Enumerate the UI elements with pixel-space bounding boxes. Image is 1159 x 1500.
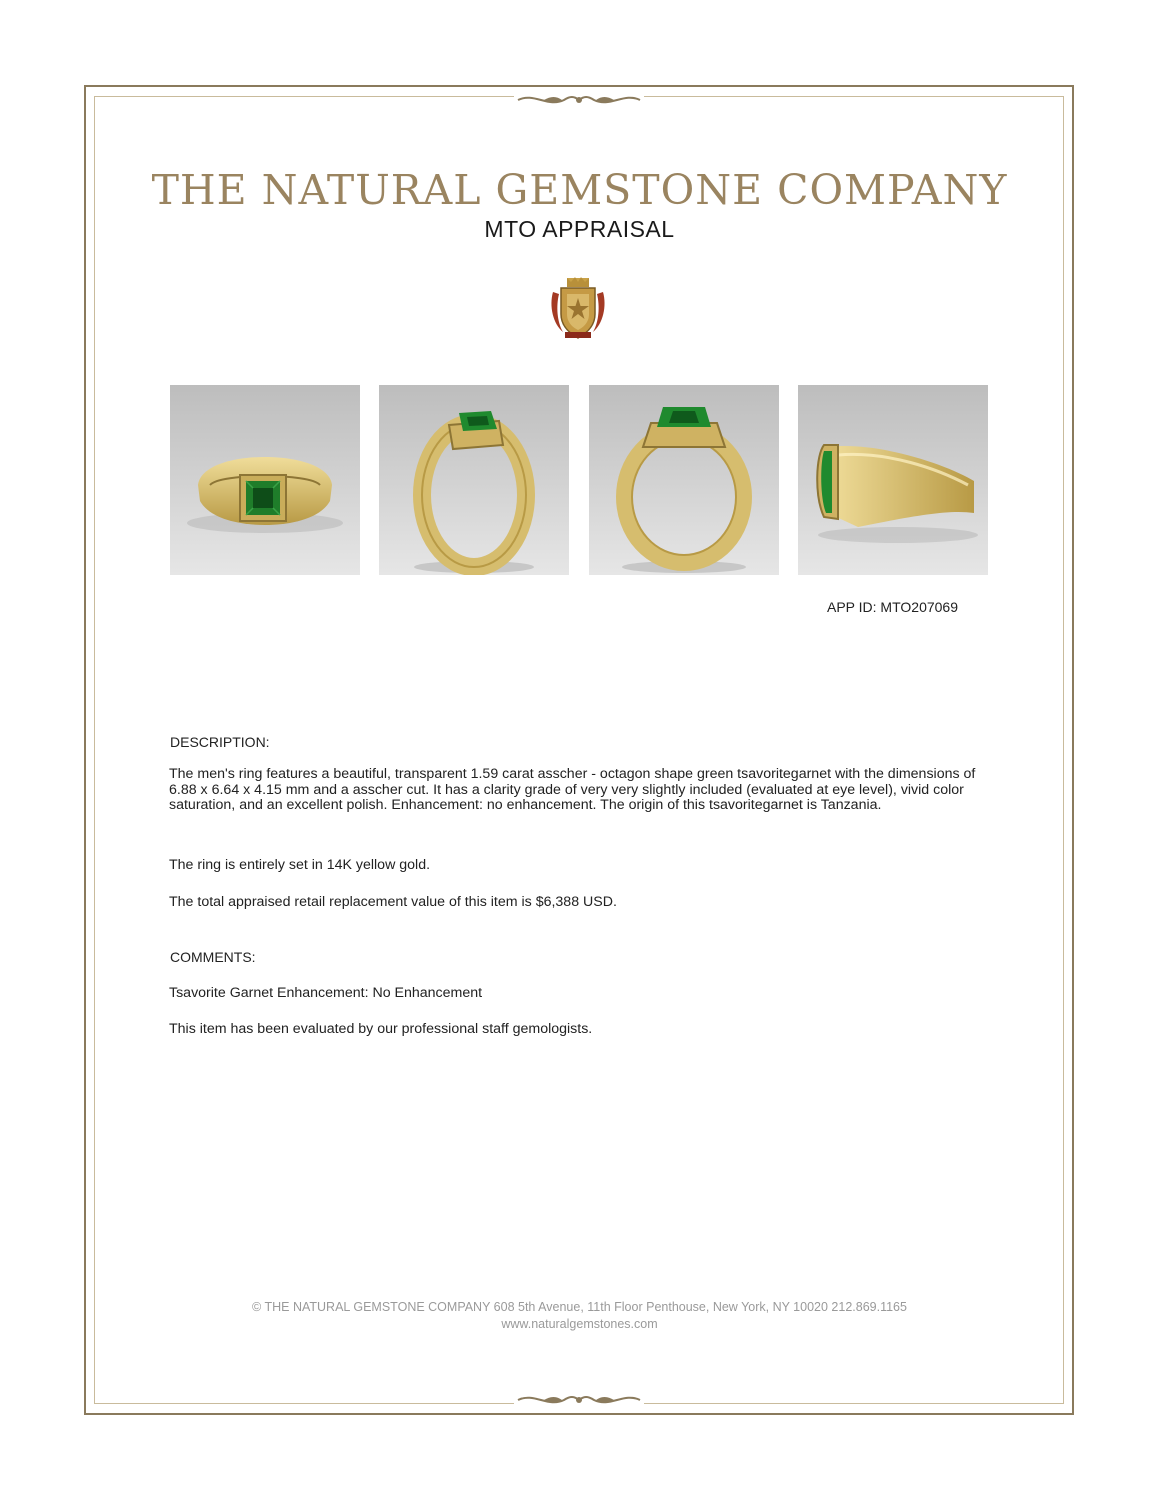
description-paragraph-value: The total appraised retail replacement value of this item is $6,388 USD. — [169, 894, 617, 910]
footer-address: © THE NATURAL GEMSTONE COMPANY 608 5th Avenue, 11th Floor Penthouse, New York, NY 10020 212.869.1165 — [252, 1300, 907, 1314]
description-paragraph-metal: The ring is entirely set in 14K yellow gold. — [169, 857, 431, 873]
top-ornament-icon — [514, 90, 644, 110]
bottom-ornament-icon — [514, 1390, 644, 1410]
comment-evaluation: This item has been evaluated by our professional staff gemologists. — [169, 1021, 593, 1037]
ring-side-tilt-image — [379, 385, 569, 575]
description-label: DESCRIPTION: — [170, 734, 270, 750]
footer-website: www.naturalgemstones.com — [501, 1317, 658, 1331]
ring-front-angle-image — [170, 385, 360, 575]
company-name: THE NATURAL GEMSTONE COMPANY — [151, 166, 1008, 214]
app-id: APP ID: MTO207069 — [827, 599, 958, 615]
ring-front-upright-image — [589, 385, 779, 575]
description-paragraph-main: The men's ring features a beautiful, transparent 1.59 carat asscher - octagon shape green tsavoritegarnet with the dimensions of 6.88 x 6.64 x 4.15 mm and a asscher cut. It has a clarity grade of very very slightly included (evaluated at eye level), vivid color saturation, and an excellent polish. Enhancement: no enhancement. The origin of this tsavoritegarnet is Tanzania. — [169, 766, 976, 813]
company-crest-logo — [547, 276, 609, 342]
comment-enhancement: Tsavorite Garnet Enhancement: No Enhancement — [169, 985, 483, 1001]
ring-profile-image — [798, 385, 988, 575]
comments-label: COMMENTS: — [170, 949, 256, 965]
document-title: MTO APPRAISAL — [484, 216, 675, 242]
